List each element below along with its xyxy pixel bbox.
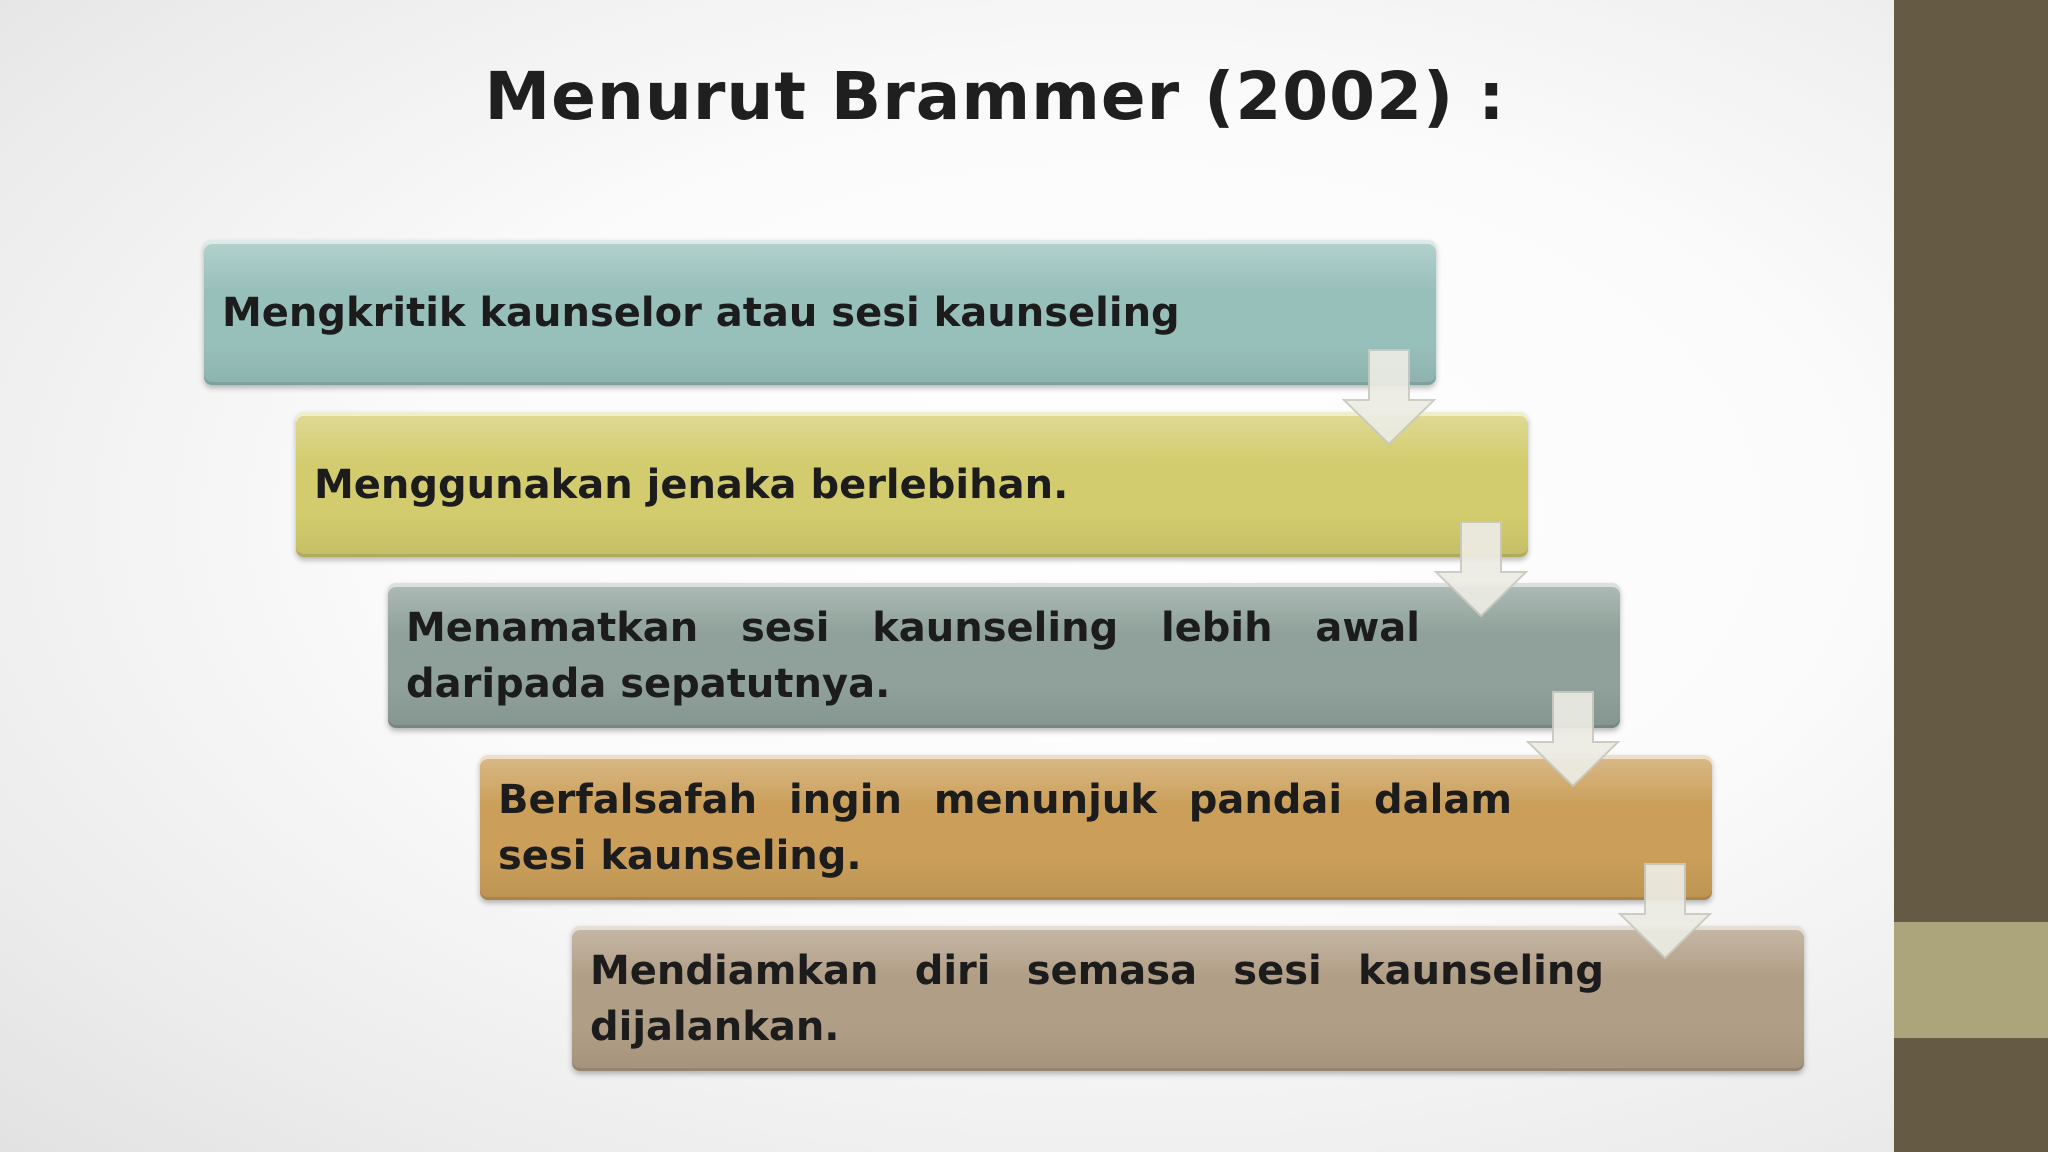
step-text-3: Menamatkan sesi kaunseling lebih awal daripada sepatutnya. <box>406 604 1420 707</box>
step-text-1: Mengkritik kaunselor atau sesi kaunseling <box>222 289 1180 336</box>
down-arrow-icon <box>1618 862 1712 960</box>
step-text-2: Menggunakan jenaka berlebihan. <box>314 461 1069 508</box>
step-text-4: Berfalsafah ingin menunjuk pandai dalam sesi kaunseling. <box>498 776 1512 879</box>
slide-title: Menurut Brammer (2002) : <box>484 58 1506 135</box>
side-accent-block <box>1894 922 2048 1038</box>
down-arrow-icon <box>1342 348 1436 446</box>
down-arrow-icon <box>1434 520 1528 618</box>
step-box-1 <box>204 240 1436 385</box>
step-text-5: Mendiamkan diri semasa sesi kaunseling dijalankan. <box>590 947 1604 1050</box>
down-arrow-icon <box>1526 690 1620 788</box>
